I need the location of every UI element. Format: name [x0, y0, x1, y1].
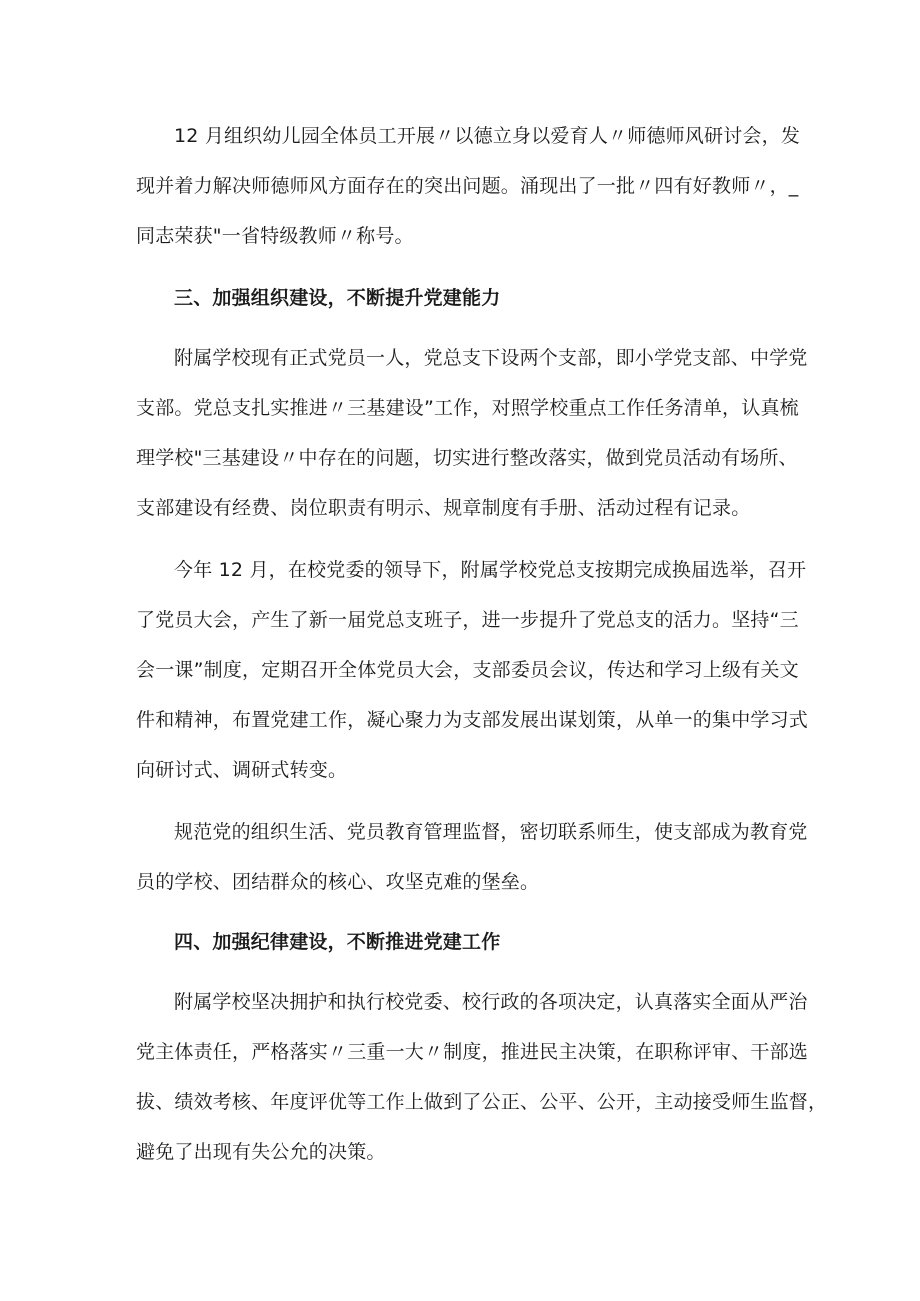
paragraph-5-line-3: 拔、绩效考核、年度评优等工作上做到了公正、公平、公开，主动接受师生监督， — [136, 1091, 828, 1113]
paragraph-1-line-3: 同志荣获"一省特级教师〃称号。 — [136, 225, 414, 247]
paragraph-3-line-5: 向研讨式、调研式转变。 — [136, 759, 348, 781]
paragraph-2-line-2: 支部。党总支扎实推进〃三基建设”工作，对照学校重点工作任务清单，认真梳 — [136, 397, 799, 419]
paragraph-2-line-4: 支部建设有经费、岗位职责有明示、规章制度有手册、活动过程有记录。 — [136, 497, 751, 519]
paragraph-2-line-1: 附属学校现有正式党员一人，党总支下设两个支部，即小学党支部、中学党 — [174, 347, 808, 369]
section-heading-3: 三、加强组织建设，不断提升党建能力 — [174, 287, 501, 309]
paragraph-4-line-2: 员的学校、团结群众的核心、攻坚克难的堡垒。 — [136, 871, 540, 893]
paragraph-3-line-3: 会一课”制度，定期召开全体党员大会，支部委员会议，传达和学习上级有关文 — [136, 659, 799, 681]
paragraph-1-line-2: 现并着力解决师德师风方面存在的突出问题。涌现出了一批〃四有好教师〃，_ — [136, 175, 799, 197]
paragraph-3-line-2: 了党员大会，产生了新一届党总支班子，进一步提升了党总支的活力。坚持“三 — [136, 609, 799, 631]
paragraph-5-line-2: 党主体责任，严格落实〃三重一大〃制度，推进民主决策，在职称评审、干部选 — [136, 1041, 809, 1063]
paragraph-1-line-1: 12 月组织幼儿园全体员工开展〃以德立身以爱育人〃师德师风研讨会，发 — [174, 125, 801, 147]
paragraph-3-line-4: 件和精神，布置党建工作，凝心聚力为支部发展出谋划策，从单一的集中学习式 — [136, 709, 809, 731]
paragraph-5-line-1: 附属学校坚决拥护和执行校党委、校行政的各项决定，认真落实全面从严治 — [174, 991, 808, 1013]
paragraph-4-line-1: 规范党的组织生活、党员教育管理监督，密切联系师生，使支部成为教育党 — [174, 821, 808, 843]
paragraph-2-line-3: 理学校"三基建设〃中存在的问题，切实进行整改落实，做到党员活动有场所、 — [136, 447, 798, 469]
paragraph-3-line-1: 今年 12 月，在校党委的领导下，附属学校党总支按期完成换届选举，召开 — [174, 559, 807, 581]
section-heading-4: 四、加强纪律建设，不断推进党建工作 — [174, 931, 501, 953]
paragraph-5-line-4: 避免了出现有失公允的决策。 — [136, 1141, 386, 1163]
